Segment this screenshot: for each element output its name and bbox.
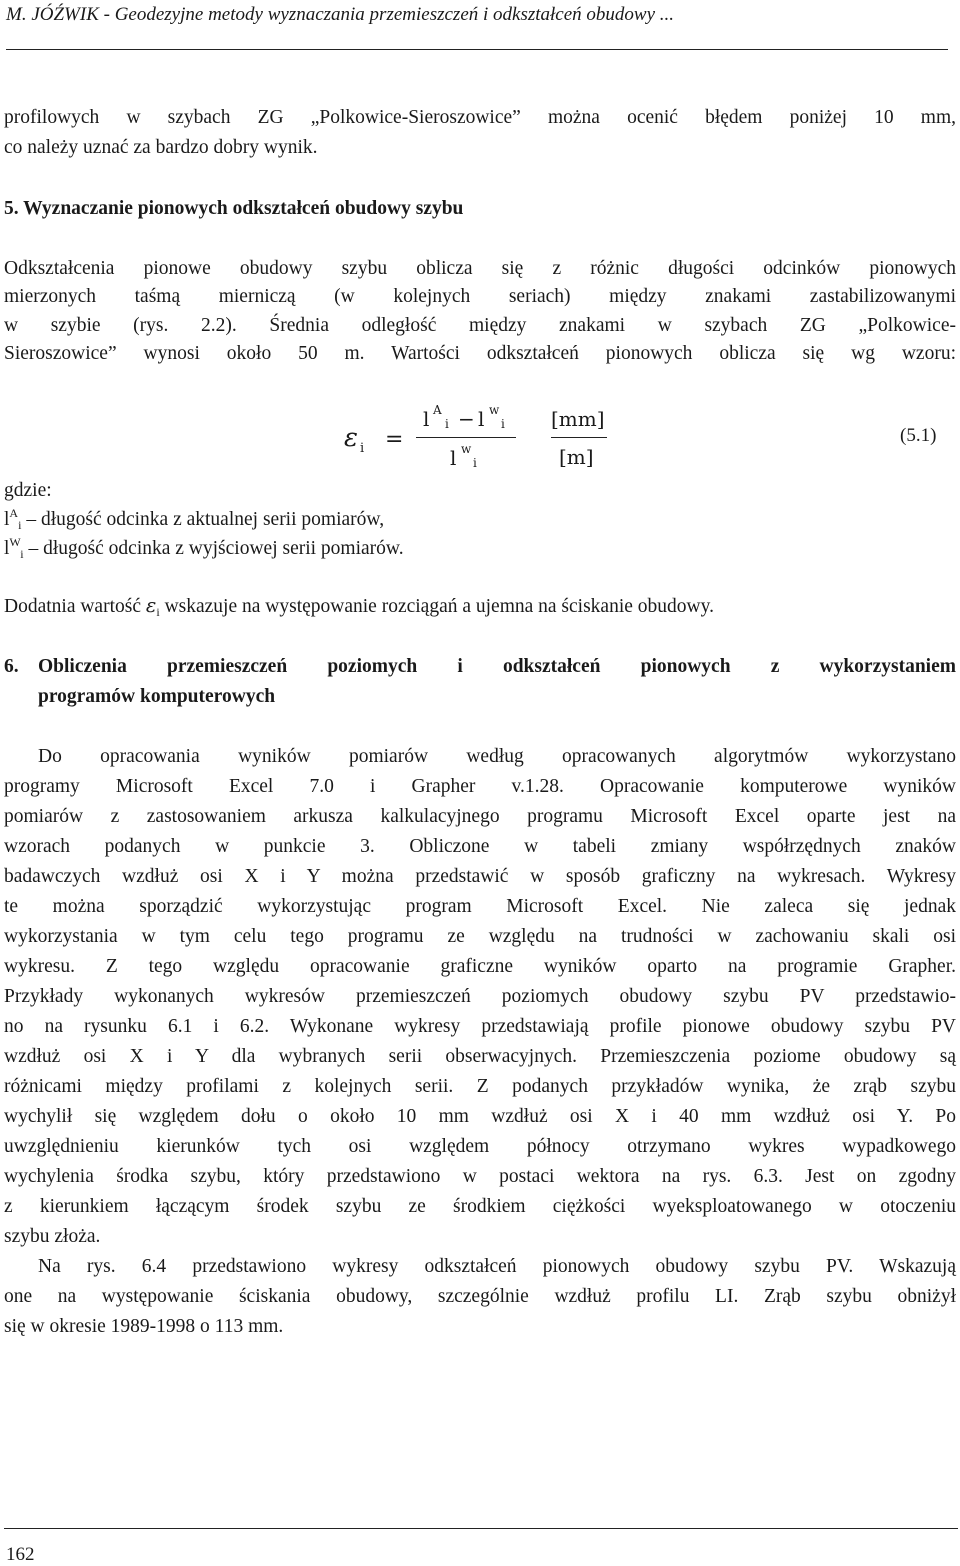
formula-den-l: l bbox=[450, 446, 457, 470]
section-6-number: 6. bbox=[4, 656, 19, 677]
epsilon-note bbox=[4, 591, 956, 623]
formula-num-sub-a: i bbox=[445, 417, 449, 431]
formula-fraction-bar bbox=[416, 437, 516, 438]
definition-sup: A bbox=[9, 506, 19, 520]
section-6-line-17: szybu złoża. bbox=[4, 1226, 101, 1247]
section-6-line-8: wykresu. Z tego względu opracowanie graficzne wyników oparto na programie Grapher. bbox=[4, 956, 956, 977]
intro-line-1: profilowych w szybach ZG „Polkowice-Sieroszowice” można ocenić błędem poniżej 10 mm, bbox=[4, 107, 956, 128]
formula-unit-den: [m] bbox=[559, 445, 594, 469]
formula-equals: = bbox=[385, 427, 404, 452]
where-label: gdzie: bbox=[4, 480, 52, 501]
formula-num-l2: l bbox=[478, 407, 485, 431]
definition-sub: i bbox=[20, 547, 24, 561]
section-5-heading: 5. Wyznaczanie pionowych odkształceń obudowy szybu bbox=[4, 198, 464, 219]
section-6-line-7: wykorzystania w tym celu tego programu ze względu na trudności w zachowaniu skali osi bbox=[4, 926, 956, 947]
section-6-heading-line-2: programów komputerowych bbox=[38, 686, 276, 707]
definition-row bbox=[4, 534, 956, 565]
section-6-line-4: wzorach podanych w punkcie 3. Obliczone w tabeli zmiany współrzędnych znaków bbox=[4, 836, 956, 857]
formula-den-sup: w bbox=[461, 442, 472, 456]
intro-line-2: co należy uznać za bardzo dobry wynik. bbox=[4, 137, 318, 158]
formula-epsilon: ε bbox=[344, 423, 358, 453]
section-6-line-13: wychylił się względem dołu o około 10 mm wzdłuż osi X i 40 mm wzdłuż osi Y. Po bbox=[4, 1106, 956, 1127]
section-5-line-2: mierzonych taśmą mierniczą (w kolejnych seriach) między znakami zastabilizowanymi bbox=[4, 286, 956, 307]
section-6-line-19: one na występowanie ściskania obudowy, szczególnie wzdłuż profilu LI. Zrąb szybu obniżył bbox=[4, 1286, 956, 1307]
definition-text: – długość odcinka z wyjściowej serii pomiarów. bbox=[28, 538, 404, 559]
definition-text: – długość odcinka z aktualnej serii pomiarów, bbox=[26, 509, 385, 530]
formula-unit-bar bbox=[551, 437, 607, 438]
section-6-line-9: Przykłady wykonanych wykresów przemieszczeń poziomych obudowy szybu PV przedstawio- bbox=[4, 986, 956, 1007]
definition-symbol: l bbox=[4, 538, 10, 559]
section-6-line-15: wychylenia środka szybu, który przedstawiono w postaci wektora na rys. 6.3. Jest on zgodny bbox=[4, 1166, 956, 1187]
definition-sup: W bbox=[9, 535, 21, 549]
note-after: wskazuje na występowanie rozciągań a ujemna na ściskanie obudowy. bbox=[159, 596, 714, 617]
formula-5-1 bbox=[340, 405, 960, 480]
section-5-line-1: Odkształcenia pionowe obudowy szybu oblicza się z różnic długości odcinków pionowych bbox=[4, 258, 956, 279]
section-6-line-12: różnicami między profilami z kolejnych serii. Z podanych przykładów wynika, że zrąb szybu bbox=[4, 1076, 956, 1097]
definition-symbol: l bbox=[4, 509, 10, 530]
definition-sub: i bbox=[18, 518, 22, 532]
section-6-line-3: pomiarów z zastosowaniem arkusza kalkulacyjnego programu Microsoft Excel oparte jest na bbox=[4, 806, 956, 827]
section-6-line-20: się w okresie 1989-1998 o 113 mm. bbox=[4, 1316, 284, 1337]
section-6-line-16: z kierunkiem łączącym środek szybu ze środkiem ciężkości wyeksploatowanego w otoczeniu bbox=[4, 1196, 956, 1217]
section-6-line-1: Do opracowania wyników pomiarów według opracowanych algorytmów wykorzystano bbox=[38, 746, 956, 767]
formula-num-sup-a: A bbox=[433, 403, 442, 417]
formula-minus: − bbox=[458, 407, 475, 431]
page-number: 162 bbox=[6, 1544, 35, 1565]
formula-num-sub-w: i bbox=[501, 417, 505, 431]
formula-epsilon-sub: i bbox=[360, 441, 365, 456]
definition-row bbox=[4, 505, 956, 536]
note-epsilon: ε bbox=[145, 594, 157, 617]
section-6-heading-line-1: Obliczenia przemieszczeń poziomych i odkształceń pionowych z wykorzystaniem bbox=[38, 656, 956, 677]
formula-number: (5.1) bbox=[900, 425, 937, 446]
formula-unit-num: [mm] bbox=[551, 407, 605, 431]
note-epsilon-sub: i bbox=[156, 605, 160, 619]
section-6-line-5: badawczych wzdłuż osi X i Y można przedstawić w sposób graficzny na wykresach. Wykresy bbox=[4, 866, 956, 887]
note-before: Dodatnia wartość bbox=[4, 596, 146, 617]
section-6-line-18: Na rys. 6.4 przedstawiono wykresy odkształceń pionowych obudowy szybu PV. Wskazują bbox=[38, 1256, 956, 1277]
section-6-line-11: wzdłuż osi X i Y dla wybranych serii obserwacyjnych. Przemieszczenia poziome obudowy są bbox=[4, 1046, 956, 1067]
section-5-line-4: Sieroszowice” wynosi około 50 m. Wartości odkształceń pionowych oblicza się wg wzoru: bbox=[4, 343, 956, 364]
formula-num-sup-w: w bbox=[489, 403, 500, 417]
section-6-line-10: no na rysunku 6.1 i 6.2. Wykonane wykresy przedstawiają profile pionowe obudowy szybu PV bbox=[4, 1016, 956, 1037]
header-rule bbox=[6, 49, 948, 50]
section-6-line-2: programy Microsoft Excel 7.0 i Grapher v.1.28. Opracowanie komputerowe wyników bbox=[4, 776, 956, 797]
section-6-line-6: te można sporządzić wykorzystując program Microsoft Excel. Nie zaleca się jednak bbox=[4, 896, 956, 917]
formula-num-l: l bbox=[423, 407, 430, 431]
footer-rule bbox=[4, 1528, 958, 1529]
section-5-line-3: w szybie (rys. 2.2). Średnia odległość między znakami w szybach ZG „Polkowice- bbox=[4, 315, 956, 336]
running-header: M. JÓŹWIK - Geodezyjne metody wyznaczania przemieszczeń i odkształceń obudowy ... bbox=[6, 4, 675, 25]
formula-den-sub: i bbox=[473, 456, 477, 470]
section-6-line-14: uwzględnieniu kierunków tych osi względem północy otrzymano wykres wypadkowego bbox=[4, 1136, 956, 1157]
